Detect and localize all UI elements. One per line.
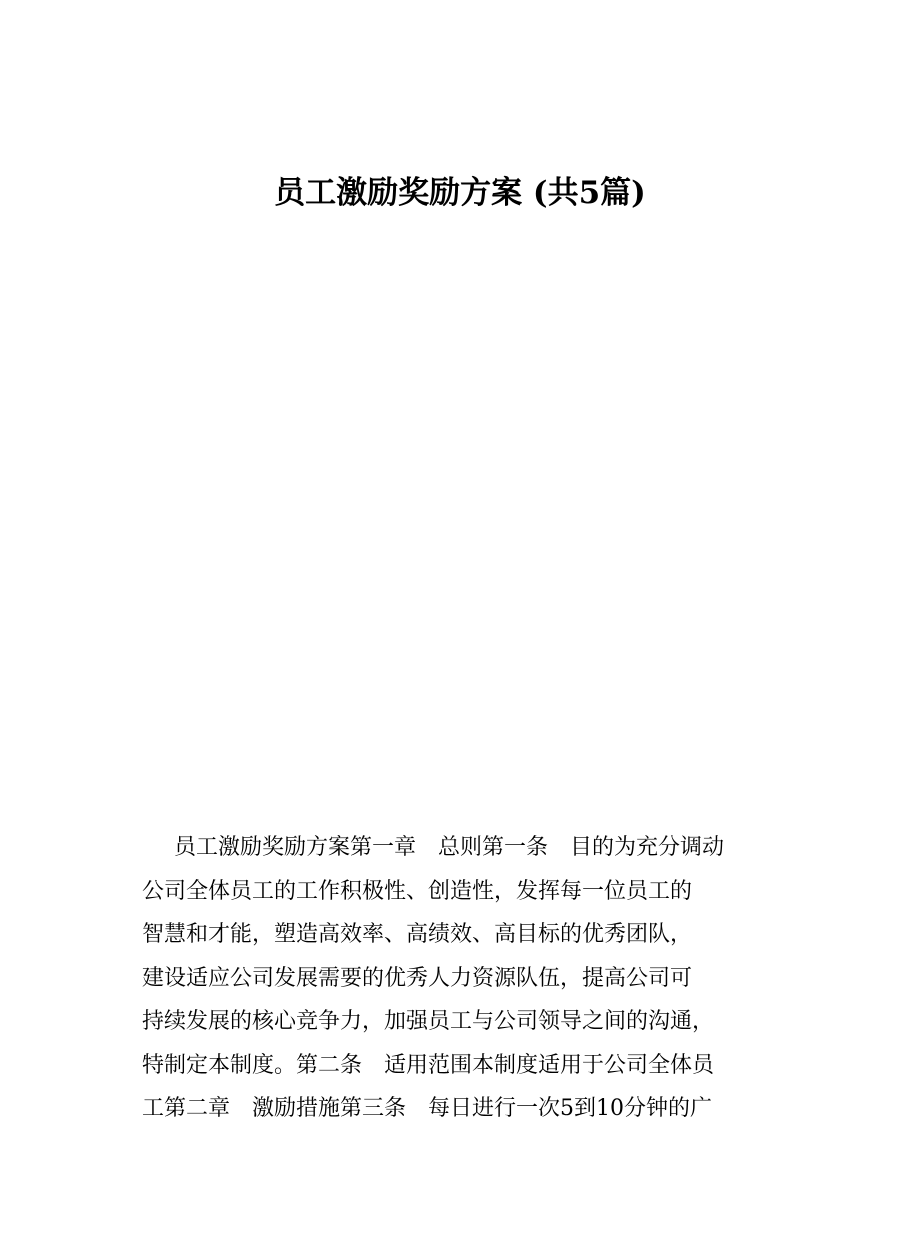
body-line: 持续发展的核心竞争力，加强员工与公司领导之间的沟通， <box>142 1009 715 1034</box>
body-line: 特制定本制度。第二条 适用范围本制度适用于公司全体员 <box>142 1052 715 1078</box>
body-line: 员工激励奖励方案第一章 总则第一条 目的为充分调动 <box>174 835 725 860</box>
body-line: 智慧和才能，塑造高效率、高绩效、高目标的优秀团队， <box>142 922 693 947</box>
body-line: 工第二章 激励措施第三条 每日进行一次5到10分钟的广 <box>142 1096 712 1121</box>
document-body <box>142 826 802 1131</box>
document-title: 员工激励奖励方案 (共5篇) <box>274 175 646 211</box>
body-line: 建设适应公司发展需要的优秀人力资源队伍，提高公司可 <box>142 965 693 991</box>
body-line: 公司全体员工的工作积极性、创造性，发挥每一位员工的 <box>142 878 693 904</box>
